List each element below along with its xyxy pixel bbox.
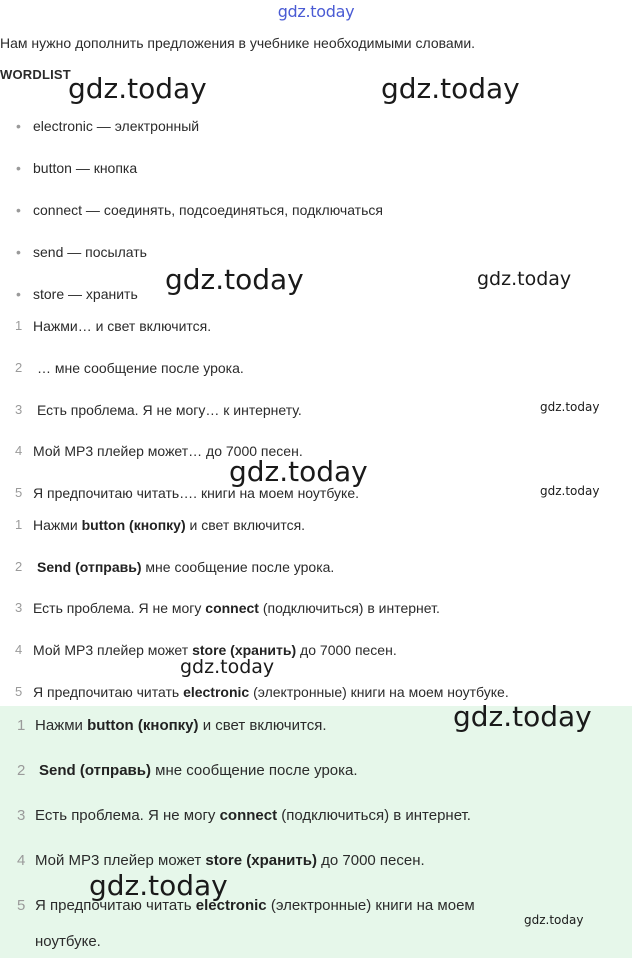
- answer-text: до 7000 песен.: [296, 642, 397, 658]
- watermark: gdz.today: [477, 268, 572, 290]
- exercise-item: Мой MP3 плейер может… до 7000 песен.: [33, 443, 303, 459]
- wordlist-item: button — кнопка: [33, 160, 138, 176]
- answer-item: [33, 600, 440, 616]
- intro-text: Нам нужно дополнить предложения в учебнике необходимыми словами.: [0, 35, 476, 51]
- answer-text: и свет включится.: [198, 717, 327, 734]
- answer-item: [35, 852, 425, 869]
- answer-text: Мой MP3 плейер может: [35, 852, 206, 869]
- answer-keyword: store (хранить): [192, 642, 297, 658]
- answer-text: Есть проблема. Я не могу: [35, 807, 220, 824]
- item-number: 5: [15, 684, 23, 699]
- answer-keyword: connect: [219, 807, 278, 824]
- watermark: gdz.today: [540, 484, 600, 498]
- wordlist-item: store — хранить: [33, 286, 138, 302]
- answer-text: (электронные) книги на моем ноутбуке.: [249, 684, 509, 700]
- item-number: 3: [15, 402, 23, 417]
- answer-keyword: button (кнопку): [87, 717, 199, 734]
- item-number: 5: [15, 485, 23, 500]
- answer-text: Я предпочитаю читать: [35, 897, 196, 914]
- answer-text: и свет включится.: [185, 517, 306, 533]
- bullet-icon: •: [16, 160, 21, 176]
- answer-item: [37, 559, 334, 575]
- bullet-icon: •: [16, 118, 21, 134]
- item-number: 2: [15, 360, 23, 375]
- answer-item: [39, 762, 358, 779]
- answer-keyword: electronic: [195, 897, 267, 914]
- answer-keyword: electronic: [183, 684, 250, 700]
- wordlist-heading: WORDLIST: [0, 67, 71, 82]
- watermark: gdz.today: [381, 72, 520, 105]
- exercise-item: Нажми… и свет включится.: [33, 318, 212, 334]
- watermark: gdz.today: [524, 913, 584, 927]
- watermark: gdz.today: [68, 72, 207, 105]
- answer-text: Мой MP3 плейер может: [33, 642, 193, 658]
- watermark: gdz.today: [180, 656, 275, 678]
- answer-text: (подключиться) в интернет.: [258, 600, 440, 616]
- answer-item: [33, 684, 509, 700]
- item-number: 4: [17, 852, 26, 869]
- answer-item: [33, 642, 397, 658]
- item-number: 1: [17, 717, 26, 734]
- answer-continuation: ноутбуке.: [35, 933, 101, 950]
- bullet-icon: •: [16, 286, 21, 302]
- item-number: 3: [17, 807, 26, 824]
- answer-text: до 7000 песен.: [316, 852, 425, 869]
- answer-keyword: Send (отправь): [39, 762, 151, 779]
- wordlist-item: send — посылать: [33, 244, 147, 260]
- watermark: gdz.today: [453, 700, 592, 733]
- answer-item: [35, 807, 471, 824]
- bullet-icon: •: [16, 202, 21, 218]
- bullet-icon: •: [16, 244, 21, 260]
- exercise-item: Я предпочитаю читать…. книги на моем ноутбуке.: [33, 485, 360, 501]
- watermark: gdz.today: [229, 455, 368, 488]
- answer-text: мне сообщение после урока.: [141, 559, 335, 575]
- item-number: 1: [15, 517, 23, 532]
- item-number: 5: [17, 897, 26, 914]
- item-number: 2: [17, 762, 26, 779]
- item-number: 3: [15, 600, 23, 615]
- answer-keyword: Send (отправь): [37, 559, 142, 575]
- item-number: 4: [15, 443, 23, 458]
- answer-text: Есть проблема. Я не могу: [33, 600, 206, 616]
- watermark: gdz.today: [540, 400, 600, 414]
- item-number: 1: [15, 318, 23, 333]
- item-number: 4: [15, 642, 23, 657]
- answer-text: Нажми: [35, 717, 88, 734]
- answer-text: (подключиться) в интернет.: [277, 807, 471, 824]
- exercise-item: … мне сообщение после урока.: [37, 360, 244, 376]
- answer-text: (электронные) книги на моем: [266, 897, 475, 914]
- highlighted-answers: [0, 706, 632, 958]
- exercise-item: Есть проблема. Я не могу… к интернету.: [37, 402, 302, 418]
- answer-keyword: connect: [205, 600, 259, 616]
- wordlist-item: connect — соединять, подсоединяться, подключаться: [33, 202, 383, 218]
- site-logo[interactable]: gdz.today: [277, 2, 355, 21]
- answer-keyword: button (кнопку): [81, 517, 186, 533]
- answer-item: [33, 517, 305, 533]
- answer-text: Нажми: [33, 517, 82, 533]
- answer-text: Я предпочитаю читать: [33, 684, 184, 700]
- answer-item: [35, 717, 327, 734]
- answer-text: мне сообщение после урока.: [150, 762, 358, 779]
- watermark: gdz.today: [165, 263, 304, 296]
- watermark: gdz.today: [89, 869, 228, 902]
- wordlist-item: electronic — электронный: [33, 118, 200, 134]
- answer-item: [35, 897, 475, 914]
- item-number: 2: [15, 559, 23, 574]
- answer-keyword: store (хранить): [205, 852, 317, 869]
